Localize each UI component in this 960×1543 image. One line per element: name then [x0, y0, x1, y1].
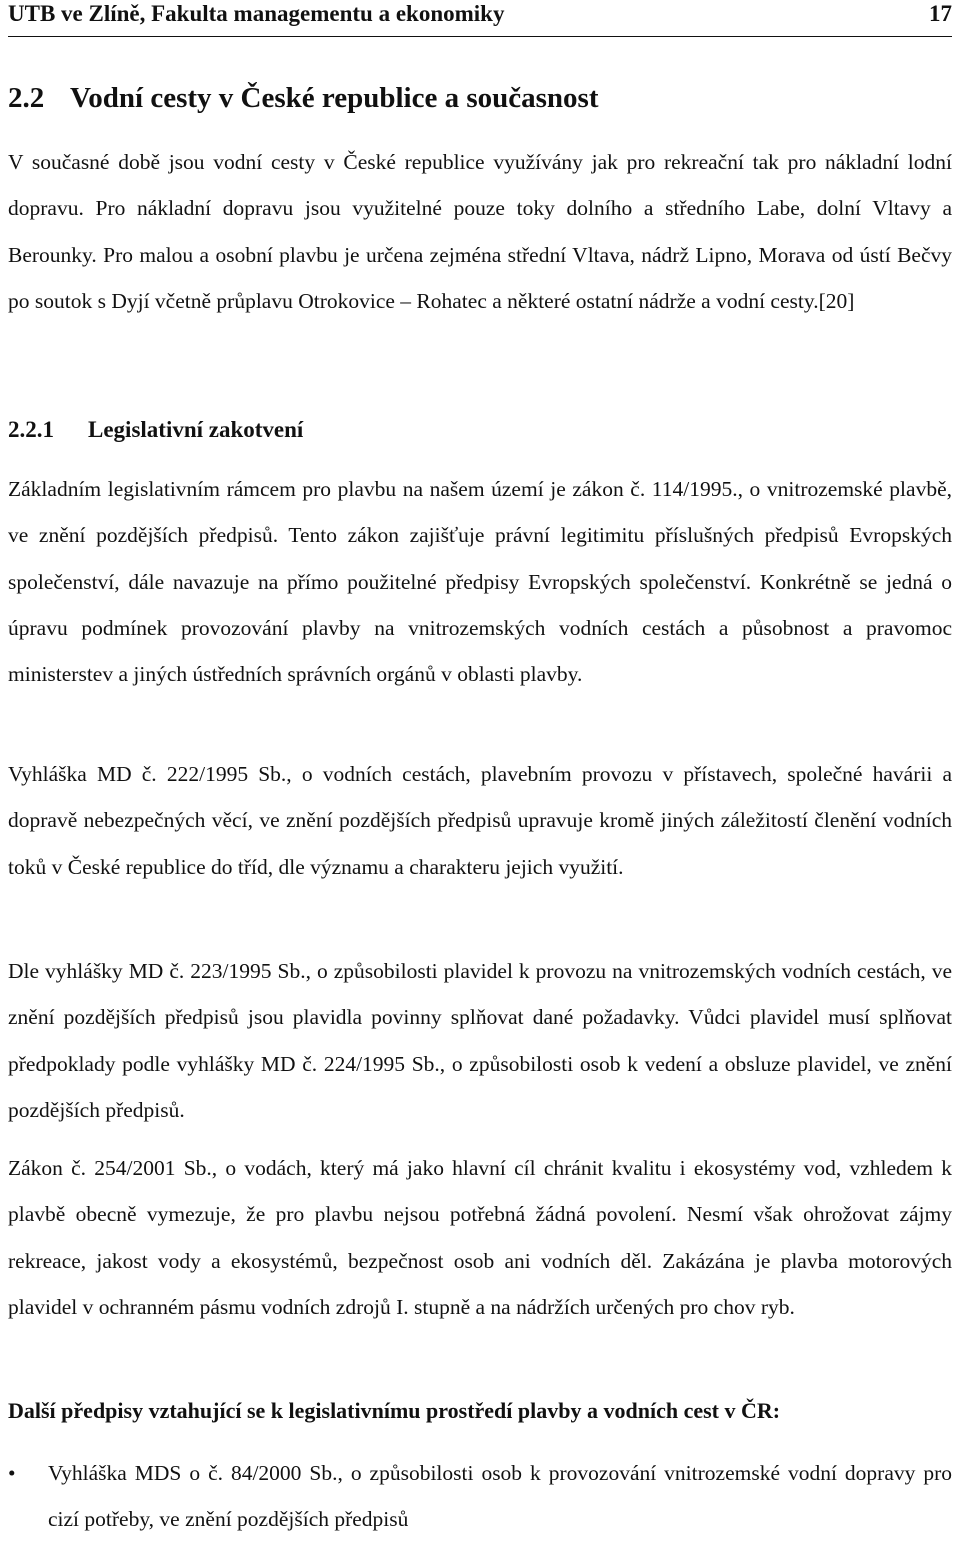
bullet-icon: • [8, 1461, 16, 1485]
section-title: Vodní cesty v České republice a současnost [70, 82, 599, 114]
subsection-number: 2.2.1 [8, 417, 54, 442]
section-number: 2.2 [8, 82, 45, 114]
page-header [8, 0, 952, 32]
subsection-heading [8, 415, 303, 445]
paragraph-decree-223: Dle vyhlášky MD č. 223/1995 Sb., o způsobilosti plavidel k provozu na vnitrozemských vodních cestách, ve znění pozdějších předpisů jsou plavidla povinny splňovat dané požadavky. Vůdci plavidel musí splňovat předpoklady podle vyhlášky MD č. 224/1995 Sb., o způsobilosti osob k vedení a obsluze plavidel, ve znění pozdějších předpisů. [8, 959, 952, 1122]
section-heading [8, 80, 599, 116]
further-regulations-heading: Další předpisy vztahující se k legislativnímu prostředí plavby a vodních cest v ČR: [8, 1398, 781, 1423]
paragraph-decree-222: Vyhláška MD č. 222/1995 Sb., o vodních cestách, plavebním provozu v přístavech, společné havárii a dopravě nebezpečných věcí, ve znění pozdějších předpisů upravuje kromě jiných záležitostí členění vodních toků v České republice do tříd, dle významu a charakteru jejich využití. [8, 762, 952, 879]
paragraph-legislative-framework: Základním legislativním rámcem pro plavbu na našem území je zákon č. 114/1995., o vnitrozemské plavbě, ve znění pozdějších předpisů. Tento zákon zajišťuje právní legitimitu příslušných předpisů Evropských společenství, dále navazuje na přímo použitelné předpisy Evropských společenství. Konkrétně se jedná o úpravu podmínek provozování plavby na vnitrozemských vodních cestách a působnost a pravomoc ministerstev a jiných ústředních správních orgánů v oblasti plavby. [8, 477, 952, 687]
paragraph-waterways-today: V současné době jsou vodní cesty v České republice využívány jak pro rekreační tak pro nákladní lodní dopravu. Pro nákladní dopravu jsou využitelné pouze toky dolního a středního Labe, dolní Vltavy a Berounky. Pro malou a osobní plavbu je určena zejména střední Vltava, nádrž Lipno, Morava od ústí Bečvy po soutok s Dyjí včetně průplavu Otrokovice – Rohatec a některé ostatní nádrže a vodní cesty.[20] [8, 150, 952, 313]
page-number: 17 [929, 1, 952, 26]
paragraph-water-act: Zákon č. 254/2001 Sb., o vodách, který má jako hlavní cíl chránit kvalitu i ekosystémy vod, vzhledem k plavbě obecně vymezuje, že pro plavbu nejsou potřebná žádná povolení. Nesmí však ohrožovat zájmy rekreace, jakost vody a ekosystémů, bezpečnost osob ani vodních děl. Zakázána je plavba motorových plavidel v ochranném pásmu vodních zdrojů I. stupně a na nádržích určených pro chov ryb. [8, 1156, 952, 1319]
header-title: UTB ve Zlíně, Fakulta managementu a ekonomiky [8, 1, 505, 26]
subsection-title: Legislativní zakotvení [88, 417, 304, 442]
list-item-text: Vyhláška MDS o č. 84/2000 Sb., o způsobilosti osob k provozování vnitrozemské vodní dopravy pro cizí potřeby, ve znění pozdějších předpisů [48, 1461, 952, 1532]
header-divider [8, 36, 952, 37]
